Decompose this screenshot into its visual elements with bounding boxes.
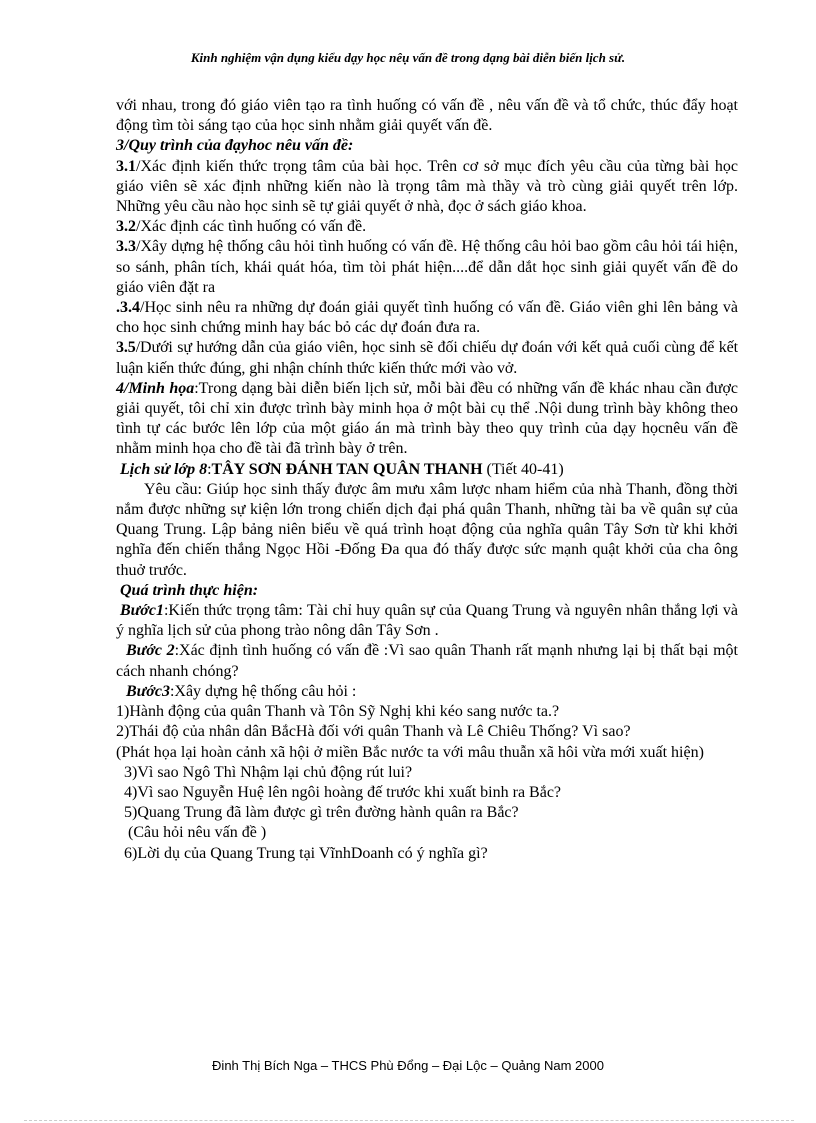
step-number: 3.2 [116,218,136,236]
step-3-5 [116,338,738,378]
question-1: 1)Hành động của quân Thanh và Tôn Sỹ Nghị khi kéo sang nước ta.? [116,703,560,721]
requirements-paragraph: Yêu cầu: Giúp học sinh thấy được âm mưu xâm lược nham hiểm của nhà Thanh, đồng thời nắm được những sự kiện lớn trong chiến dịch đại phá quân Thanh, những tài ba về quân sự của Quang Trung. Lập bảng niên biểu về quá trình hoạt động của nghĩa quân Tây Sơn từ khi khởi nghĩa đến chiến thắng Ngọc Hồi -Đống Đa qua đó thấy được sức mạnh quật khởi của cha ông thuở trước. [116,480,738,579]
section-4-label: 4/Minh họa [116,379,195,397]
step-2-text: :Xác định tình huống có vấn đề :Vì sao quân Thanh rất mạnh nhưng lại bị thất bại một cách nhanh chóng? [116,642,739,680]
step-3-label: Bước3 [126,682,170,700]
step-number: .3.4 [116,299,140,317]
step-number: 3.5 [116,339,136,357]
document-body [116,96,738,864]
step-3-2 [116,217,738,237]
lesson-sep: : [207,460,212,478]
step-1-label: Bước1 [120,602,164,620]
step-3 [116,682,738,702]
lesson-label: Lịch sử lớp 8 [120,460,208,478]
step-text: /Xác định các tình huống có vấn đề. [136,218,367,236]
lesson-title [116,460,738,480]
page-footer: Đinh Thị Bích Nga – THCS Phù Đổng – Đại Lộc – Quảng Nam 2000 [212,1058,604,1073]
section-3-heading: 3/Quy trình của đạyhoc nêu vấn đề: [116,137,354,155]
question-2-note: (Phát họa lại hoàn cảnh xã hội ở miền Bắc nước ta với mâu thuẫn xã hôi vừa mới xuất hiện) [116,743,704,761]
intro-paragraph: với nhau, trong đó giáo viên tạo ra tình huống có vấn đề , nêu vấn đề và tổ chức, thúc đẩy hoạt động tìm tòi sáng tạo của học sinh nhằm giải quyết vấn đề. [116,97,738,135]
step-text: /Học sinh nêu ra những dự đoán giải quyết tình huống có vấn đề. Giáo viên ghi lên bảng và cho học sinh chứng minh hay bác bỏ các dự đoán đưa ra. [116,299,738,337]
step-1-text: :Kiến thức trọng tâm: Tài chỉ huy quân sự của Quang Trung và nguyên nhân thắng lợi và ý nghĩa lịch sử của phong trào nông dân Tây Sơn . [116,602,738,640]
question-6: 6)Lời dụ của Quang Trung tại VĩnhDoanh có ý nghĩa gì? [124,844,488,862]
step-1 [116,601,738,641]
section-4 [116,379,738,460]
question-3: 3)Vì sao Ngô Thì Nhậm lại chủ động rút lui? [124,763,413,781]
question-2: 2)Thái độ của nhân dân BắcHà đối với quân Thanh và Lê Chiêu Thống? Vì sao? [116,723,631,741]
section-4-text: :Trong dạng bài diễn biến lịch sử, mỗi bài đều có những vấn đề khác nhau cần được giải quyết, tôi chỉ xin được trình bày minh họa ở một bài cụ thể .Nội dung trình bày không theo tình tự các bước lên lớp của một giáo án mà trình bày theo quy trình của dạy họcnêu vấn đề nhằm minh họa cho đề tài đã trình bày ở trên. [116,379,738,458]
step-3-1 [116,157,738,218]
question-4: 4)Vì sao Nguyễn Huệ lên ngôi hoàng đế trước khi xuất binh ra Bắc? [124,783,562,801]
step-2 [116,641,738,681]
page-header: Kinh nghiệm vận dụng kiểu dạy học nêụ vấn đề trong dạng bài diễn biến lịch sử. [190,50,626,65]
question-5-note: (Câu hỏi nêu vấn đề ) [128,824,267,842]
step-number: 3.1 [116,157,136,175]
step-text: /Dưới sự hướng dẫn của giáo viên, học sinh sẽ đối chiếu dự đoán với kết quả cuối cùng để kết luận kiến thức đúng, ghi nhận chính thức kiến thức mới vào vở. [116,339,738,377]
step-3-4 [116,298,738,338]
page-boundary-divider [24,1120,794,1121]
lesson-period: (Tiết 40-41) [482,460,564,478]
step-3-text: :Xây dựng hệ thống câu hỏi : [169,682,357,700]
lesson-name: TÂY SƠN ĐÁNH TAN QUÂN THANH [211,460,483,478]
step-number: 3.3 [116,238,136,256]
step-3-3 [116,237,738,298]
step-text: /Xây dựng hệ thống câu hỏi tình huống có vấn đề. Hệ thống câu hỏi bao gồm câu hỏi tái hiện, so sánh, phân tích, khái quát hóa, tìm tòi phát hiện....để dẫn dắt học sinh giải quyết vấn đề do giáo viên đặt ra [116,238,738,296]
process-heading: Quá trình thực hiện: [120,581,259,599]
step-2-label: Bước 2 [126,642,175,660]
question-5: 5)Quang Trung đã làm được gì trên đường hành quân ra Bắc? [124,804,519,822]
step-text: /Xác định kiến thức trọng tâm của bài học. Trên cơ sở mục đích yêu cầu của từng bài học giáo viên sẽ xác định những kiến nào là trọng tâm mà thầy và trò cùng giải quyết trên lớp. Những yêu cầu nào học sinh sẽ tự giải quyết ở nhà, đọc ở sách giáo khoa. [116,157,738,216]
